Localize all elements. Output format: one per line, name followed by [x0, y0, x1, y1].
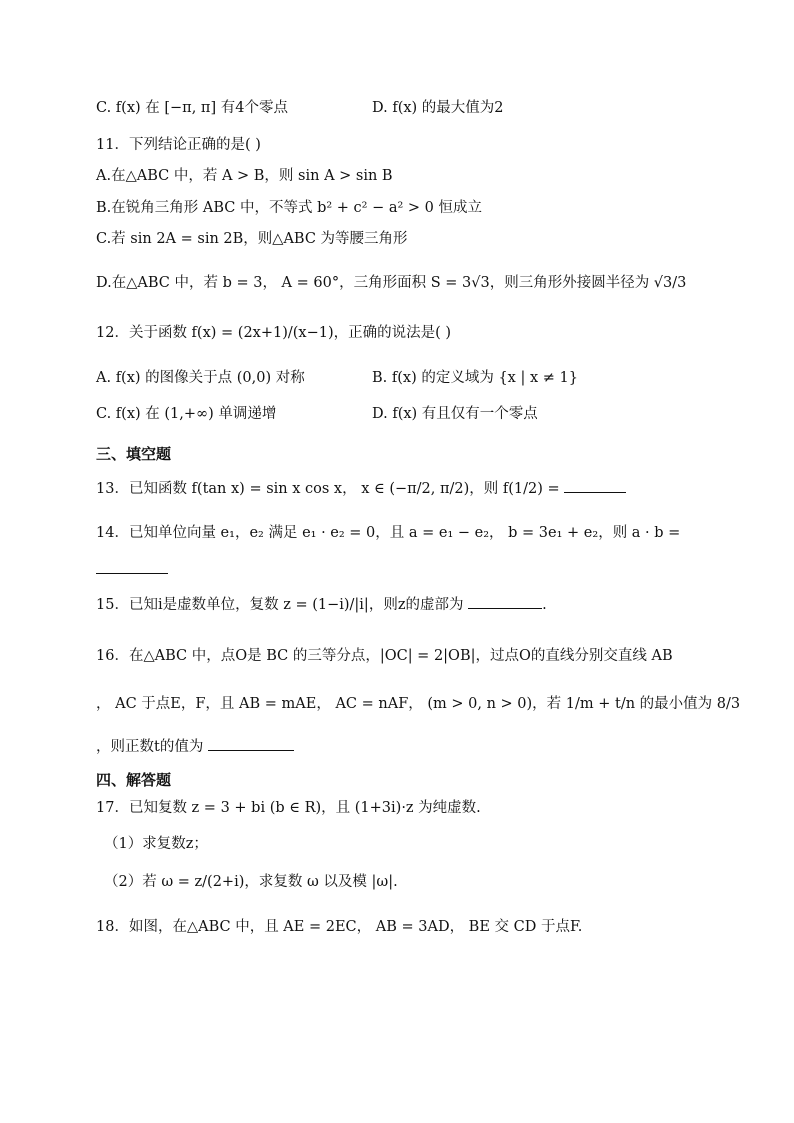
q12-option-c: C. f(x) 在 (1,+∞) 单调递增: [96, 406, 277, 422]
q12-option-d: D. f(x) 有且仅有一个零点: [372, 406, 538, 422]
section-heading-solutions: 四、解答题: [96, 771, 172, 789]
q12-stem: 12．关于函数 f(x) = (2x+1)/(x−1)，正确的说法是( ): [96, 325, 452, 341]
q16-line-2: ， AC 于点E，F，且 AB = mAE， AC = nAF， (m > 0, n > 0)，若 1/m + t/n 的最小值为 8/3: [96, 696, 741, 712]
q16-answer-blank: [208, 749, 294, 751]
q13-stem: 13．已知函数 f(tan x) = sin x cos x， x ∈ (−π/2, π/2)，则 f(1/2) =: [96, 481, 560, 497]
q11-option-b: B.在锐角三角形 ABC 中，不等式 b² + c² − a² > 0 恒成立: [96, 200, 483, 216]
q13-answer-blank: [564, 491, 626, 493]
q16-line-1: 16．在△ABC 中，点O是 BC 的三等分点，|OC| = 2|OB|，过点O的直线分别交直线 AB: [96, 648, 673, 664]
q16-line-3: ，则正数t的值为: [96, 739, 204, 755]
q14-answer-blank: [96, 572, 168, 574]
q17-part-2: （2）若 ω = z/(2+i)，求复数 ω 以及模 |ω|.: [104, 874, 398, 890]
q18-stem: 18．如图，在△ABC 中，且 AE = 2EC， AB = 3AD， BE 交 CD 于点F.: [96, 919, 583, 935]
q12-option-a: A. f(x) 的图像关于点 (0,0) 对称: [96, 370, 305, 386]
q10-option-d: D. f(x) 的最大值为2: [372, 100, 504, 116]
q11-option-a: A.在△ABC 中，若 A > B，则 sin A > sin B: [96, 168, 393, 184]
q17-stem: 17．已知复数 z = 3 + bi (b ∈ R)，且 (1+3i)·z 为纯虚数.: [96, 800, 481, 816]
q11-stem: 11．下列结论正确的是( ): [96, 137, 261, 153]
section-heading-fill-in: 三、填空题: [96, 445, 172, 463]
q15-answer-blank: [468, 607, 542, 609]
q15-stem: 15．已知i是虚数单位，复数 z = (1−i)/|i|，则z的虚部为: [96, 597, 464, 613]
q11-option-d: D.在△ABC 中，若 b = 3， A = 60°，三角形面积 S = 3√3，则三角形外接圆半径为 √3/3: [96, 275, 687, 291]
q13-text: [96, 482, 626, 497]
q11-option-c: C.若 sin 2A = sin 2B，则△ABC 为等腰三角形: [96, 231, 408, 247]
q17-part-1: （1）求复数z；: [104, 836, 208, 852]
q10-option-c: C. f(x) 在 [−π, π] 有4个零点: [96, 100, 288, 116]
q12-option-b: B. f(x) 的定义域为 {x | x ≠ 1}: [372, 370, 578, 386]
q16-text-3: [96, 740, 294, 755]
q14-stem: 14．已知单位向量 e₁，e₂ 满足 e₁ · e₂ = 0，且 a = e₁ − e₂， b = 3e₁ + e₂，则 a · b =: [96, 525, 681, 541]
q15-text: 15．已知i是虚数单位，复数 z = (1−i)/|i|，则z的虚部为 .: [96, 597, 547, 613]
